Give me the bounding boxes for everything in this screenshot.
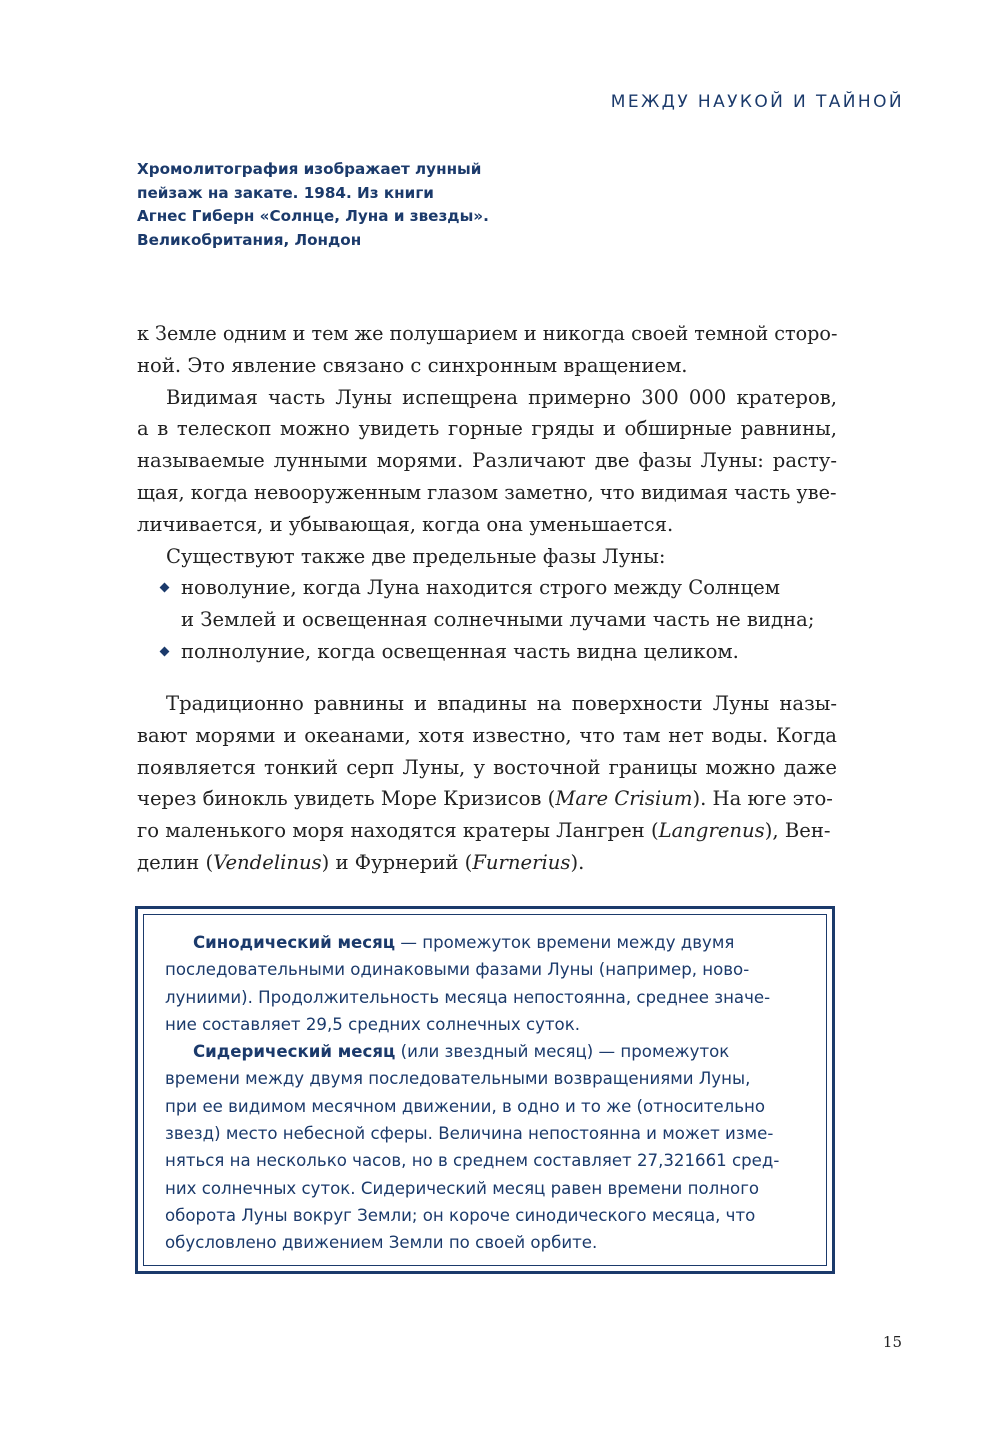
- paragraph-line: [137, 783, 837, 815]
- text-run: го маленького моря находятся кратеры Лангрен (: [137, 819, 659, 843]
- text-run: ) и Фурнерий (: [321, 850, 473, 874]
- bullet-continuation: и Землей и освещенная солнечными лучами часть не видна;: [181, 608, 815, 632]
- definition-line: [165, 1038, 803, 1065]
- bullet-text: полнолуние, когда освещенная часть видна целиком.: [181, 639, 739, 663]
- paragraph-line: Традиционно равнины и впадины на поверхности Луны назы-: [166, 692, 837, 715]
- definition-line: няться на несколько часов, но в среднем составляет 27,321661 сред-: [165, 1151, 780, 1171]
- definition-line: [165, 929, 803, 956]
- definition-text: (или звездный месяц) — промежуток: [395, 1042, 730, 1062]
- definition-line: времени между двумя последовательными возвращениями Луны,: [165, 1069, 751, 1089]
- text-run: ). На юге это-: [692, 787, 833, 811]
- definition-text: — промежуток времени между двумя: [395, 933, 735, 952]
- diamond-bullet-icon: [160, 647, 170, 657]
- definition-line: лунии​ми). Продолжительность месяца непостоянна, среднее значе-: [165, 987, 771, 1007]
- paragraph-line: появляется тонкий серп Луны, у восточной границы можно даже: [137, 755, 837, 779]
- text-run: через бинокль увидеть Море Кризисов (: [137, 787, 556, 811]
- paragraph-line: называемые лунными морями. Различают две фазы Луны: расту-: [137, 449, 837, 473]
- paragraph-line: личивается, и убывающая, когда она уменьшается.: [137, 512, 674, 536]
- bullet-text: новолуние, когда Луна находится строго между Солнцем: [181, 576, 780, 600]
- text-run: делин (: [137, 850, 214, 874]
- image-caption: [137, 158, 497, 252]
- paragraph-line: щая, когда невооруженным глазом заметно, что видимая часть уве-: [137, 480, 837, 504]
- definition-line: обусловлено движением Земли по своей орбите.: [165, 1233, 598, 1253]
- running-head: МЕЖДУ НАУКОЙ И ТАЙНОЙ: [610, 92, 904, 112]
- paragraph-line: Видимая часть Луны испещрена примерно 300 000 кратеров,: [166, 385, 837, 409]
- body-text-upper: [137, 318, 837, 668]
- paragraph-line: а в телескоп можно увидеть горные гряды и обширные равнины,: [137, 417, 837, 441]
- caption-line: Хромолитография изображает лунный: [137, 160, 482, 178]
- definition-line: звезд) место небесной сферы. Величина непостоянна и может изме-: [165, 1124, 774, 1144]
- definition-line: них солнечных суток. Сидерический месяц равен времени полного: [165, 1178, 760, 1198]
- italic-term: Vendelinus: [213, 850, 322, 874]
- text-run: ), Вен-: [764, 819, 831, 843]
- text-run: ).: [570, 850, 585, 874]
- definition-box: [135, 906, 835, 1274]
- body-text-lower: [137, 688, 837, 879]
- caption-line: пейзаж на закате. 1984. Из книги: [137, 183, 434, 202]
- definition-line: оборота Луны вокруг Земли; он короче синодического месяца, что: [165, 1205, 756, 1225]
- bullet-item: [137, 636, 837, 668]
- italic-term: Furnerius: [472, 850, 571, 874]
- caption-line: Великобритания, Лондон: [137, 230, 362, 249]
- paragraph-line: к Земле одним и тем же полушарием и никогда своей темной сторо-: [137, 322, 838, 345]
- definition-line: последовательными одинаковыми фазами Луны (например, ново-: [165, 960, 750, 980]
- term-sidereal-month: Сидерический месяц: [193, 1042, 396, 1062]
- bullet-item: [137, 572, 837, 604]
- term-synodic-month: Синодический месяц: [193, 933, 396, 952]
- definition-box-text: [165, 929, 803, 1257]
- paragraph-line: [137, 815, 837, 847]
- paragraph-line: Существуют также две предельные фазы Луны:: [166, 544, 666, 568]
- diamond-bullet-icon: [160, 583, 170, 593]
- definition-line: при ее видимом месячном движении, в одно и то же (относительно: [165, 1096, 766, 1116]
- paragraph-line: ной. Это явление связано с синхронным вращением.: [137, 353, 688, 377]
- paragraph-line: [137, 847, 837, 879]
- page-number: 15: [882, 1333, 902, 1351]
- paragraph-line: вают морями и океанами, хотя известно, что там нет воды. Когда: [137, 723, 837, 747]
- caption-line: Агнес Гиберн «Солнце, Луна и звезды».: [137, 207, 489, 225]
- italic-term: Langrenus: [658, 819, 765, 843]
- italic-term: Mare Crisium: [555, 787, 693, 811]
- definition-line: ние составляет 29,5 средних солнечных суток.: [165, 1014, 581, 1034]
